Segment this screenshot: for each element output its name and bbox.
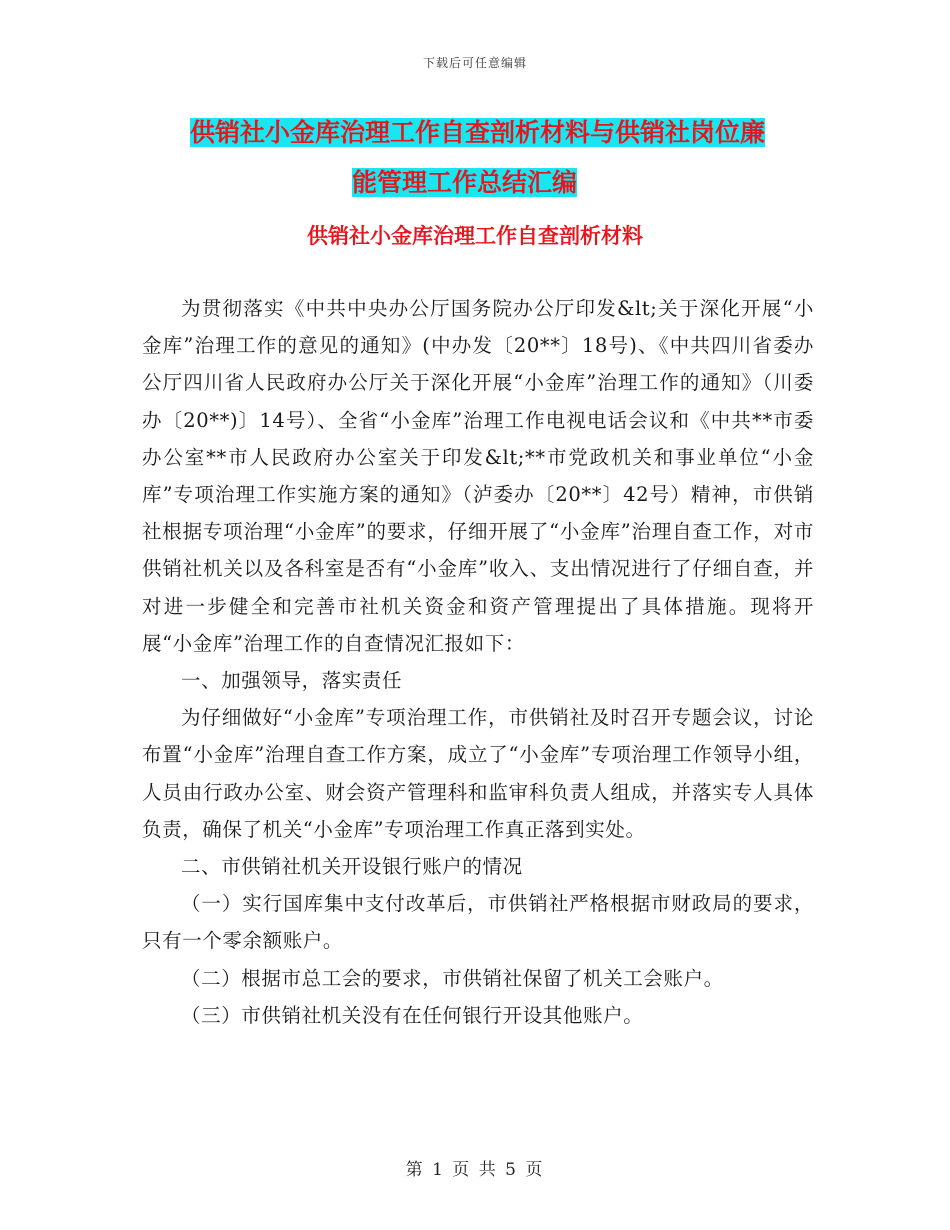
document-body (142, 290, 814, 1034)
subheading-bank-accounts: 二、市供销社机关开设银行账户的情况 (181, 855, 523, 879)
list-item-1: （一）实行国库集中支付改革后，市供销社严格根据市财政局的要求，只有一个零余额账户。 (142, 892, 814, 953)
list-item-2: （二）根据市总工会的要求，市供销社保留了机关工会账户。 (181, 966, 724, 990)
page-header-note: 下载后可任意编辑 (422, 56, 527, 70)
paragraph-leadership: 为仔细做好“小金库”专项治理工作，市供销社及时召开专题会议，讨论布置“小金库”治理自查工作方案，成立了“小金库”专项治理工作领导小组，人员由行政办公室、财会资产管理科和监审科负责人组成，并落实专人具体负责，确保了机关“小金库”专项治理工作真正落到实处。 (142, 706, 814, 841)
title-line-1: 供销社小金库治理工作自查剖析材料与供销社岗位廉 (190, 118, 766, 147)
page-number: 第 1 页 共 5 页 (405, 1160, 545, 1180)
section-heading: 供销社小金库治理工作自查剖析材料 (307, 224, 643, 248)
subheading-leadership: 一、加强领导，落实责任 (181, 669, 403, 693)
title-line-2: 能管理工作总结汇编 (352, 168, 578, 197)
paragraph-intro: 为贯彻落实《中共中央办公厅国务院办公厅印发&lt;关于深化开展“小金库”治理工作的意见的通知》(中办发〔20**〕18号)、《中共四川省委办公厅四川省人民政府办公厅关于深化开展“小金库”治理工作的通知》（川委办〔20**)〕14号）、全省“小金库”治理工作电视电话会议和《中共**市委办公室**市人民政府办公室关于印发&lt;**市党政机关和事业单位“小金库”专项治理工作实施方案的通知》（泸委办〔20**〕42号）精神，市供销社根据专项治理“小金库”的要求，仔细开展了“小金库”治理自查工作，对市供销社机关以及各科室是否有“小金库”收入、支出情况进行了仔细自查，并对进一步健全和完善市社机关资金和资产管理提出了具体措施。现将开展“小金库”治理工作的自查情况汇报如下： (142, 297, 814, 655)
list-item-3: （三）市供销社机关没有在任何银行开设其他账户。 (181, 1003, 644, 1027)
document-title (190, 108, 810, 208)
